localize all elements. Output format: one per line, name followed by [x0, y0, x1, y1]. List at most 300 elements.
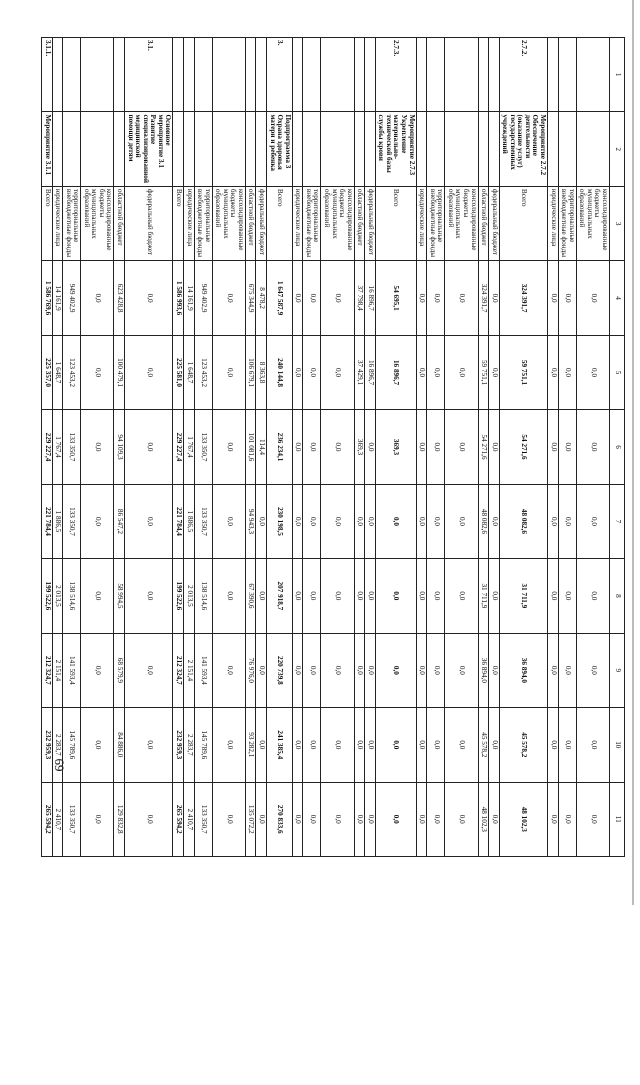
- value-cell: 0,0: [489, 708, 500, 782]
- value-cell: 133 350,7: [63, 410, 81, 484]
- value-cell: 229 227,4: [42, 410, 53, 484]
- funding-source: федеральный бюджет: [125, 186, 173, 260]
- value-cell: 48 102,3: [499, 782, 547, 856]
- value-cell: 0,0: [489, 335, 500, 409]
- funding-source: территориальные внебюджетные фонды: [63, 186, 81, 260]
- value-cell: 84 886,0: [114, 708, 125, 782]
- value-cell: 0,0: [548, 484, 559, 558]
- row-code: [194, 38, 212, 112]
- value-cell: 675 344,9: [245, 261, 256, 335]
- value-cell: 0,0: [576, 335, 609, 409]
- value-cell: 0,0: [212, 633, 245, 707]
- value-cell: 0,0: [427, 559, 445, 633]
- value-cell: 0,0: [125, 335, 173, 409]
- value-cell: 100 479,1: [114, 335, 125, 409]
- value-cell: 1 647 587,9: [267, 261, 293, 335]
- funding-source: федеральный бюджет: [256, 186, 267, 260]
- value-cell: 0,0: [365, 484, 376, 558]
- value-cell: 0,0: [375, 782, 416, 856]
- value-cell: 0,0: [576, 708, 609, 782]
- value-cell: 86 547,2: [114, 484, 125, 558]
- value-cell: 0,0: [303, 335, 321, 409]
- value-cell: 145 789,6: [194, 708, 212, 782]
- value-cell: 1 586 769,6: [42, 261, 53, 335]
- value-cell: 0,0: [292, 559, 303, 633]
- funding-source: федеральный бюджет: [489, 186, 500, 260]
- value-cell: 324 391,7: [499, 261, 547, 335]
- value-cell: 949 402,9: [63, 261, 81, 335]
- table-row: [52, 38, 63, 857]
- value-cell: 0,0: [212, 335, 245, 409]
- row-code: [478, 38, 489, 112]
- value-cell: 16 896,7: [375, 335, 416, 409]
- row-code: [81, 38, 114, 112]
- column-header: 7: [610, 484, 625, 558]
- row-code: 3.1.1.: [42, 38, 53, 112]
- value-cell: 0,0: [292, 782, 303, 856]
- value-cell: 1 886,5: [52, 484, 63, 558]
- value-cell: 8 478,2: [256, 261, 267, 335]
- value-cell: 0,0: [489, 782, 500, 856]
- value-cell: 0,0: [303, 559, 321, 633]
- row-name: [445, 112, 478, 186]
- row-code: [427, 38, 445, 112]
- value-cell: 0,0: [548, 708, 559, 782]
- row-code: [321, 38, 354, 112]
- value-cell: 0,0: [365, 708, 376, 782]
- value-cell: 0,0: [354, 484, 365, 558]
- column-header: 1: [610, 38, 625, 112]
- value-cell: 94 943,3: [245, 484, 256, 558]
- value-cell: 0,0: [354, 782, 365, 856]
- value-cell: 0,0: [303, 708, 321, 782]
- value-cell: 0,0: [292, 335, 303, 409]
- funding-source: юридические лица: [52, 186, 63, 260]
- value-cell: 0,0: [81, 484, 114, 558]
- value-cell: 0,0: [489, 261, 500, 335]
- row-code: [416, 38, 427, 112]
- value-cell: 0,0: [321, 484, 354, 558]
- row-name: Подпрограмма 3 Охрана здоровья матери и ребенка: [267, 112, 293, 186]
- value-cell: 0,0: [445, 782, 478, 856]
- row-name: [365, 112, 376, 186]
- value-cell: 1 767,4: [184, 410, 195, 484]
- value-cell: 0,0: [321, 261, 354, 335]
- row-name: [63, 112, 81, 186]
- funding-source: консолидированные бюджеты муниципальных образований: [321, 186, 354, 260]
- value-cell: 236 234,1: [267, 410, 293, 484]
- value-cell: 0,0: [576, 559, 609, 633]
- value-cell: 369,3: [375, 410, 416, 484]
- funding-source: Всего: [42, 186, 53, 260]
- funding-source: территориальные внебюджетные фонды: [194, 186, 212, 260]
- scan-edge: [632, 0, 634, 905]
- table-row: [321, 38, 354, 857]
- value-cell: 0,0: [445, 559, 478, 633]
- value-cell: 67 390,6: [245, 559, 256, 633]
- value-cell: 0,0: [445, 484, 478, 558]
- value-cell: 0,0: [427, 410, 445, 484]
- value-cell: 31 711,9: [499, 559, 547, 633]
- value-cell: 232 959,3: [42, 708, 53, 782]
- row-code: [558, 38, 576, 112]
- row-code: [365, 38, 376, 112]
- funding-source: федеральный бюджет: [365, 186, 376, 260]
- value-cell: 36 894,0: [499, 633, 547, 707]
- column-header: 9: [610, 633, 625, 707]
- value-cell: 37 798,4: [354, 261, 365, 335]
- value-cell: 0,0: [81, 335, 114, 409]
- value-cell: 212 324,7: [173, 633, 184, 707]
- table-row: [558, 38, 576, 857]
- value-cell: 114,4: [256, 410, 267, 484]
- column-header: 11: [610, 782, 625, 856]
- value-cell: 101 081,6: [245, 410, 256, 484]
- table-row: [114, 38, 125, 857]
- funding-source: Всего: [173, 186, 184, 260]
- value-cell: 0,0: [81, 559, 114, 633]
- value-cell: 2 013,5: [52, 559, 63, 633]
- value-cell: 199 522,6: [42, 559, 53, 633]
- value-cell: 31 711,9: [478, 559, 489, 633]
- value-cell: 0,0: [303, 410, 321, 484]
- table-row: [427, 38, 445, 857]
- value-cell: 0,0: [558, 484, 576, 558]
- value-cell: 0,0: [321, 782, 354, 856]
- value-cell: 48 082,6: [499, 484, 547, 558]
- value-cell: 133 350,7: [63, 782, 81, 856]
- value-cell: 0,0: [81, 261, 114, 335]
- row-name: [478, 112, 489, 186]
- value-cell: 48 082,6: [478, 484, 489, 558]
- value-cell: 212 324,7: [42, 633, 53, 707]
- row-code: [489, 38, 500, 112]
- value-cell: 1 886,5: [184, 484, 195, 558]
- column-header: 4: [610, 261, 625, 335]
- value-cell: 0,0: [558, 559, 576, 633]
- column-header: 10: [610, 708, 625, 782]
- value-cell: 0,0: [212, 559, 245, 633]
- value-cell: 0,0: [292, 410, 303, 484]
- value-cell: 0,0: [354, 633, 365, 707]
- value-cell: 68 579,9: [114, 633, 125, 707]
- value-cell: 0,0: [321, 335, 354, 409]
- value-cell: 241 385,4: [267, 708, 293, 782]
- value-cell: 123 453,2: [63, 335, 81, 409]
- value-cell: 0,0: [548, 410, 559, 484]
- value-cell: 138 514,6: [63, 559, 81, 633]
- value-cell: 133 350,7: [194, 410, 212, 484]
- value-cell: 0,0: [375, 484, 416, 558]
- value-cell: 135 072,2: [245, 782, 256, 856]
- value-cell: 0,0: [576, 633, 609, 707]
- row-name: [173, 112, 184, 186]
- row-code: [184, 38, 195, 112]
- funding-source: областной бюджет: [114, 186, 125, 260]
- row-name: Мероприятие 3.1.1: [42, 112, 53, 186]
- table-row: [256, 38, 267, 857]
- row-code: 3.: [267, 38, 293, 112]
- table-row: [303, 38, 321, 857]
- row-name: [194, 112, 212, 186]
- row-name: [558, 112, 576, 186]
- row-code: [63, 38, 81, 112]
- value-cell: 2 410,7: [184, 782, 195, 856]
- row-name: [427, 112, 445, 186]
- value-cell: 232 959,3: [173, 708, 184, 782]
- value-cell: 0,0: [256, 484, 267, 558]
- value-cell: 0,0: [81, 782, 114, 856]
- value-cell: 1 767,4: [52, 410, 63, 484]
- value-cell: 0,0: [321, 708, 354, 782]
- row-code: [114, 38, 125, 112]
- funding-source: Всего: [267, 186, 293, 260]
- row-code: [354, 38, 365, 112]
- value-cell: 0,0: [489, 559, 500, 633]
- value-cell: 0,0: [576, 261, 609, 335]
- value-cell: 0,0: [292, 484, 303, 558]
- value-cell: 0,0: [125, 410, 173, 484]
- value-cell: 45 578,2: [499, 708, 547, 782]
- table-row: [548, 38, 559, 857]
- value-cell: 0,0: [375, 559, 416, 633]
- value-cell: 0,0: [81, 708, 114, 782]
- value-cell: 0,0: [445, 261, 478, 335]
- value-cell: 0,0: [292, 708, 303, 782]
- table-row: [489, 38, 500, 857]
- row-code: 2.7.3.: [375, 38, 416, 112]
- value-cell: 0,0: [125, 559, 173, 633]
- funding-source: территориальные внебюджетные фонды: [303, 186, 321, 260]
- value-cell: 2 283,7: [52, 708, 63, 782]
- value-cell: 0,0: [303, 484, 321, 558]
- row-code: [445, 38, 478, 112]
- row-name: [292, 112, 303, 186]
- value-cell: 240 144,8: [267, 335, 293, 409]
- value-cell: 59 751,1: [478, 335, 489, 409]
- table-row: [125, 38, 173, 857]
- value-cell: 265 594,2: [173, 782, 184, 856]
- value-cell: 0,0: [558, 633, 576, 707]
- table-row: [576, 38, 609, 857]
- value-cell: 0,0: [576, 782, 609, 856]
- value-cell: 623 428,8: [114, 261, 125, 335]
- row-code: [245, 38, 256, 112]
- value-cell: 123 453,2: [194, 335, 212, 409]
- value-cell: 59 751,1: [499, 335, 547, 409]
- value-cell: 129 832,8: [114, 782, 125, 856]
- value-cell: 0,0: [576, 484, 609, 558]
- value-cell: 133 350,7: [194, 782, 212, 856]
- row-name: [114, 112, 125, 186]
- value-cell: 0,0: [354, 708, 365, 782]
- row-code: [576, 38, 609, 112]
- row-name: [52, 112, 63, 186]
- value-cell: 0,0: [445, 410, 478, 484]
- row-name: [354, 112, 365, 186]
- value-cell: 0,0: [125, 708, 173, 782]
- value-cell: 14 161,9: [52, 261, 63, 335]
- row-name: [184, 112, 195, 186]
- table-row: [478, 38, 489, 857]
- table-body: [42, 38, 610, 857]
- row-code: [212, 38, 245, 112]
- value-cell: 0,0: [365, 559, 376, 633]
- column-header: 5: [610, 335, 625, 409]
- value-cell: 138 514,6: [194, 559, 212, 633]
- value-cell: 0,0: [292, 633, 303, 707]
- value-cell: 0,0: [416, 782, 427, 856]
- value-cell: 0,0: [212, 782, 245, 856]
- table-row: [375, 38, 416, 857]
- row-code: 2.7.2.: [499, 38, 547, 112]
- value-cell: 16 896,7: [365, 261, 376, 335]
- value-cell: 0,0: [489, 633, 500, 707]
- value-cell: 2 410,7: [52, 782, 63, 856]
- value-cell: 54 271,6: [499, 410, 547, 484]
- value-cell: 0,0: [303, 782, 321, 856]
- row-name: [256, 112, 267, 186]
- value-cell: 36 894,0: [478, 633, 489, 707]
- value-cell: 0,0: [416, 484, 427, 558]
- table-row: [445, 38, 478, 857]
- row-name: [489, 112, 500, 186]
- budget-table-container: [43, 37, 625, 857]
- value-cell: 0,0: [548, 633, 559, 707]
- funding-source: областной бюджет: [478, 186, 489, 260]
- value-cell: 8 363,8: [256, 335, 267, 409]
- value-cell: 0,0: [375, 708, 416, 782]
- value-cell: 0,0: [125, 633, 173, 707]
- value-cell: 0,0: [256, 782, 267, 856]
- value-cell: 93 282,1: [245, 708, 256, 782]
- value-cell: 0,0: [256, 708, 267, 782]
- column-header: 8: [610, 559, 625, 633]
- row-name: [416, 112, 427, 186]
- table-row: [354, 38, 365, 857]
- value-cell: 0,0: [321, 633, 354, 707]
- value-cell: 1 648,7: [52, 335, 63, 409]
- value-cell: 2 283,7: [184, 708, 195, 782]
- value-cell: 0,0: [212, 410, 245, 484]
- value-cell: 270 833,6: [267, 782, 293, 856]
- value-cell: 0,0: [416, 633, 427, 707]
- value-cell: 0,0: [256, 633, 267, 707]
- row-code: [303, 38, 321, 112]
- table-row: [81, 38, 114, 857]
- value-cell: 0,0: [292, 261, 303, 335]
- value-cell: 0,0: [212, 484, 245, 558]
- value-cell: 0,0: [365, 633, 376, 707]
- value-cell: 0,0: [558, 261, 576, 335]
- funding-source: Всего: [375, 186, 416, 260]
- row-code: [256, 38, 267, 112]
- value-cell: 0,0: [256, 559, 267, 633]
- row-name: [81, 112, 114, 186]
- value-cell: 0,0: [303, 633, 321, 707]
- value-cell: 0,0: [489, 410, 500, 484]
- value-cell: 0,0: [212, 261, 245, 335]
- value-cell: 0,0: [427, 782, 445, 856]
- table-row: [292, 38, 303, 857]
- value-cell: 0,0: [416, 559, 427, 633]
- value-cell: 0,0: [548, 335, 559, 409]
- value-cell: 225 581,0: [173, 335, 184, 409]
- value-cell: 0,0: [427, 335, 445, 409]
- row-name: Основное мероприятие 3.1 Развитие специализированной медицинской помощи детям: [125, 112, 173, 186]
- value-cell: 48 102,3: [478, 782, 489, 856]
- value-cell: 54 695,1: [375, 261, 416, 335]
- funding-source: Всего: [499, 186, 547, 260]
- value-cell: 2 151,4: [184, 633, 195, 707]
- value-cell: 0,0: [354, 559, 365, 633]
- value-cell: 0,0: [548, 782, 559, 856]
- value-cell: 229 227,4: [173, 410, 184, 484]
- table-row: [245, 38, 256, 857]
- column-header: 3: [610, 186, 625, 260]
- row-code: [173, 38, 184, 112]
- value-cell: 45 578,2: [478, 708, 489, 782]
- value-cell: 0,0: [427, 633, 445, 707]
- row-name: [548, 112, 559, 186]
- value-cell: 0,0: [558, 782, 576, 856]
- value-cell: 14 161,9: [184, 261, 195, 335]
- funding-source: юридические лица: [548, 186, 559, 260]
- value-cell: 0,0: [365, 782, 376, 856]
- row-code: 3.1.: [125, 38, 173, 112]
- value-cell: 2 151,4: [52, 633, 63, 707]
- value-cell: 0,0: [416, 261, 427, 335]
- value-cell: 0,0: [558, 335, 576, 409]
- value-cell: 16 896,7: [365, 335, 376, 409]
- value-cell: 0,0: [416, 708, 427, 782]
- value-cell: 0,0: [303, 261, 321, 335]
- value-cell: 54 271,6: [478, 410, 489, 484]
- table-row: [194, 38, 212, 857]
- row-name: [321, 112, 354, 186]
- row-name: [576, 112, 609, 186]
- table-row: [42, 38, 53, 857]
- value-cell: 1 648,7: [184, 335, 195, 409]
- funding-source: консолидированные бюджеты муниципальных образований: [445, 186, 478, 260]
- column-header: 2: [610, 112, 625, 186]
- row-name: [303, 112, 321, 186]
- value-cell: 0,0: [125, 261, 173, 335]
- value-cell: 0,0: [445, 708, 478, 782]
- value-cell: 220 739,8: [267, 633, 293, 707]
- value-cell: 58 994,5: [114, 559, 125, 633]
- value-cell: 0,0: [212, 708, 245, 782]
- value-cell: 199 522,6: [173, 559, 184, 633]
- value-cell: 0,0: [558, 708, 576, 782]
- value-cell: 0,0: [548, 261, 559, 335]
- value-cell: 133 350,7: [194, 484, 212, 558]
- value-cell: 0,0: [321, 410, 354, 484]
- table-row: [416, 38, 427, 857]
- value-cell: 949 402,9: [194, 261, 212, 335]
- value-cell: 0,0: [427, 261, 445, 335]
- value-cell: 221 784,4: [173, 484, 184, 558]
- value-cell: 221 784,4: [42, 484, 53, 558]
- column-header: 6: [610, 410, 625, 484]
- value-cell: 0,0: [445, 335, 478, 409]
- page-number: 69: [52, 758, 67, 772]
- funding-source: юридические лица: [184, 186, 195, 260]
- value-cell: 0,0: [416, 410, 427, 484]
- row-name: [212, 112, 245, 186]
- budget-table: [41, 37, 625, 857]
- table-header-row: [610, 38, 625, 857]
